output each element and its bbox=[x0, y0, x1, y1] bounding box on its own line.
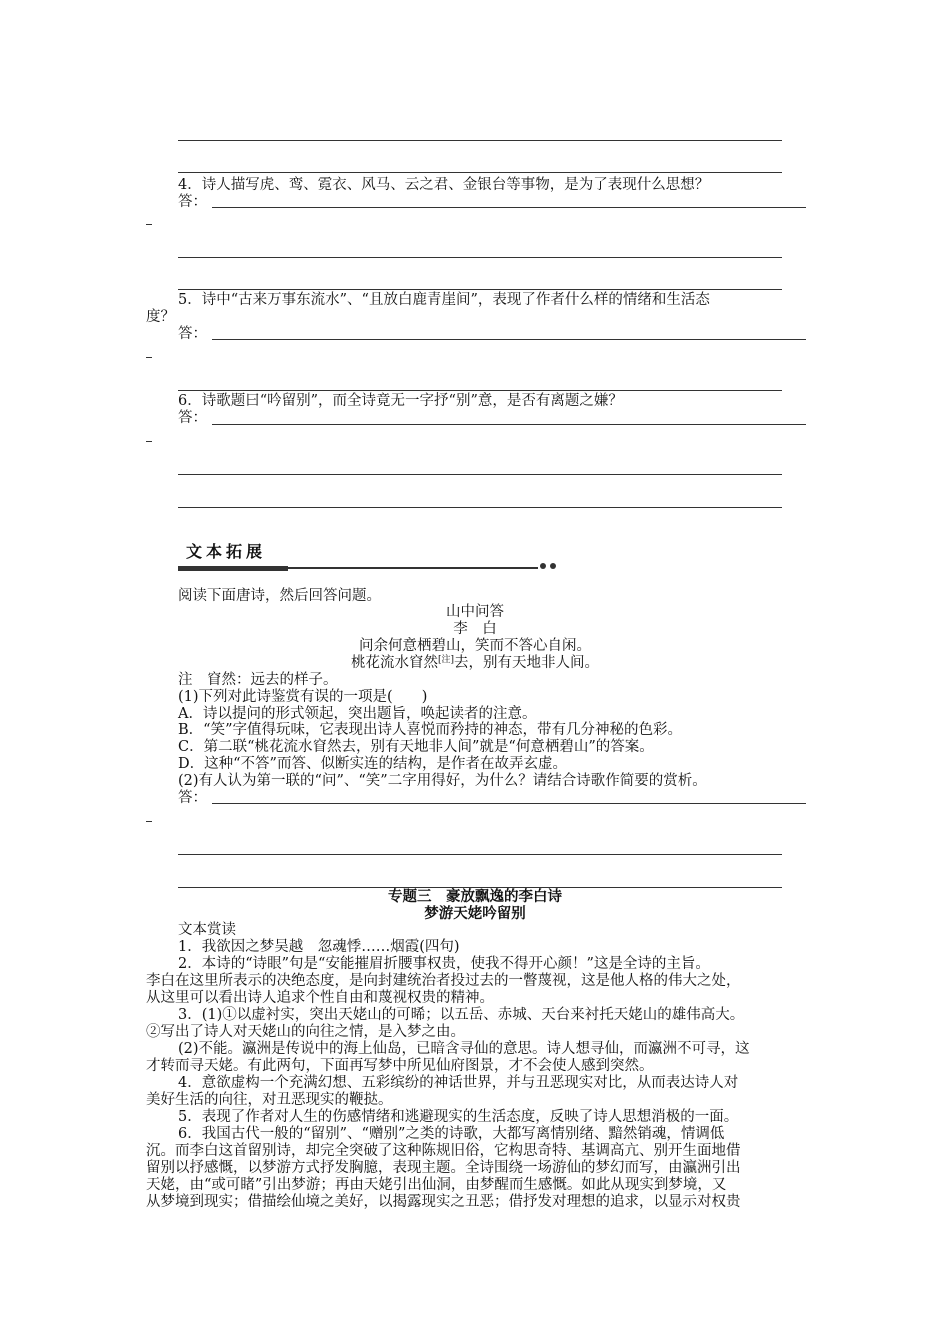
option-d: D．这种“不答”而答、似断实连的结构，是作者在故弄玄虚。 bbox=[178, 756, 567, 772]
answer-line: 沉。而李白这首留别诗，却完全突破了这种陈规旧俗，它构思奇特、基调高亢、别开生面地借 bbox=[146, 1143, 741, 1159]
sub-question-2: (2)有人认为第一联的“问”、“笑”二字用得好，为什么？请结合诗歌作简要的赏析。 bbox=[178, 773, 707, 789]
option-b: B．“笑”字值得玩味，它表现出诗人喜悦而矜持的神态，带有几分神秘的色彩。 bbox=[178, 722, 682, 738]
note-marker: [注] bbox=[437, 655, 455, 665]
section-dot-icon bbox=[540, 563, 546, 569]
answer-line: 1．我欲因之梦吴越 忽魂悸……烟霞(四句) bbox=[178, 939, 460, 955]
poem-line: 问余何意栖碧山，笑而不答心自闲。 bbox=[359, 638, 591, 654]
answer-blank-line bbox=[178, 172, 782, 173]
poem-title: 山中问答 bbox=[446, 604, 504, 620]
answer-line: 留别以抒感慨，以梦游方式抒发胸臆，表现主题。全诗围绕一场游仙的梦幻而写，由瀛洲引出 bbox=[146, 1160, 741, 1176]
answer-line: 3．(1)①以虚衬实，突出天姥山的可晞；以五岳、赤城、天台来衬托天姥山的雄伟高大。 bbox=[178, 1007, 745, 1023]
question-4: 4．诗人描写虎、鸾、霓衣、风马、云之君、金银台等事物，是为了表现什么思想？ bbox=[178, 177, 710, 193]
line-continuation-dash bbox=[146, 821, 152, 822]
option-c: C．第二联“桃花流水窅然去，别有天地非人间”就是“何意栖碧山”的答案。 bbox=[178, 739, 654, 755]
question-5: 5．诗中“古来万事东流水”、“且放白鹿青崖间”，表现了作者什么样的情绪和生活态 bbox=[178, 292, 710, 308]
answer-label: 答： bbox=[178, 790, 207, 806]
answer-line: 天姥，由“或可睹”引出梦游；再由天姥引出仙洞，由梦醒而生感慨。如此从现实到梦境，又 bbox=[146, 1177, 727, 1193]
question-6: 6．诗歌题曰“吟留别”，而全诗竟无一字抒“别”意，是否有离题之嫌？ bbox=[178, 393, 623, 409]
section-dot-icon bbox=[550, 563, 556, 569]
answer-line: 2．本诗的“诗眼”句是“安能摧眉折腰事权贵，使我不得开心颜！”这是全诗的主旨。 bbox=[178, 956, 710, 972]
answer-blank-line bbox=[178, 887, 782, 888]
option-a: A．诗以提问的形式领起，突出题旨，唤起读者的注意。 bbox=[178, 706, 537, 722]
answer-line: ②写出了诗人对天姥山的向往之情，是入梦之由。 bbox=[146, 1024, 465, 1040]
answer-line: (2)不能。瀛洲是传说中的海上仙岛，已暗含寻仙的意思。诗人想寻仙，而瀛洲不可寻，这 bbox=[178, 1041, 750, 1057]
answer-blank-line bbox=[178, 289, 782, 290]
line-continuation-dash bbox=[146, 357, 152, 358]
answer-blank-line bbox=[178, 140, 782, 141]
answer-input-line[interactable] bbox=[212, 424, 806, 425]
section-underline-bar bbox=[178, 566, 288, 571]
answer-blank-line bbox=[178, 474, 782, 475]
line-continuation-dash bbox=[146, 441, 152, 442]
answer-label: 答： bbox=[178, 326, 207, 342]
answer-label: 答： bbox=[178, 194, 207, 210]
poem-line: 桃花流水窅然[注]去，别有天地非人间。 bbox=[350, 655, 600, 671]
answer-blank-line bbox=[178, 390, 782, 391]
question-5-cont: 度？ bbox=[146, 309, 175, 325]
answer-line: 美好生活的向往，对丑恶现实的鞭挞。 bbox=[146, 1092, 393, 1108]
sub-question-1: (1)下列对此诗鉴赏有误的一项是( ) bbox=[178, 689, 428, 705]
answer-line: 李白在这里所表示的决绝态度，是向封建统治者投过去的一瞥蔑视，这是他人格的伟大之处， bbox=[146, 973, 741, 989]
poem-note: 注 窅然：远去的样子。 bbox=[178, 672, 338, 688]
answer-poem-title: 梦游天姥吟留别 bbox=[424, 906, 526, 922]
topic-title: 专题三 豪放飘逸的李白诗 bbox=[388, 889, 562, 905]
answer-blank-line bbox=[178, 257, 782, 258]
answer-input-line[interactable] bbox=[212, 803, 806, 804]
answer-label: 答： bbox=[178, 410, 207, 426]
reading-intro: 阅读下面唐诗，然后回答问题。 bbox=[178, 588, 381, 604]
section-underline-line bbox=[288, 567, 538, 569]
answer-blank-line bbox=[178, 507, 782, 508]
answer-line: 才转而寻天姥。有此两句，下面再写梦中所见仙府图景，才不会使人感到突然。 bbox=[146, 1058, 654, 1074]
answer-section-label: 文本赏读 bbox=[178, 922, 236, 938]
line-continuation-dash bbox=[146, 224, 152, 225]
section-title: 文本拓展 bbox=[186, 542, 267, 561]
answer-line: 从梦境到现实；借描绘仙境之美好，以揭露现实之丑恶；借抒发对理想的追求，以显示对权贵 bbox=[146, 1194, 741, 1210]
answer-line: 5．表现了作者对人生的伤感情绪和逃避现实的生活态度，反映了诗人思想消极的一面。 bbox=[178, 1109, 739, 1125]
answer-input-line[interactable] bbox=[212, 339, 806, 340]
answer-line: 4．意欲虚构一个充满幻想、五彩缤纷的神话世界，并与丑恶现实对比，从而表达诗人对 bbox=[178, 1075, 739, 1091]
poem-author: 李 白 bbox=[453, 621, 497, 637]
answer-blank-line bbox=[178, 854, 782, 855]
answer-line: 从这里可以看出诗人追求个性自由和蔑视权贵的精神。 bbox=[146, 990, 494, 1006]
answer-input-line[interactable] bbox=[212, 207, 806, 208]
answer-line: 6．我国古代一般的“留别”、“赠别”之类的诗歌，大都写离情别绪、黯然销魂，情调低 bbox=[178, 1126, 725, 1142]
